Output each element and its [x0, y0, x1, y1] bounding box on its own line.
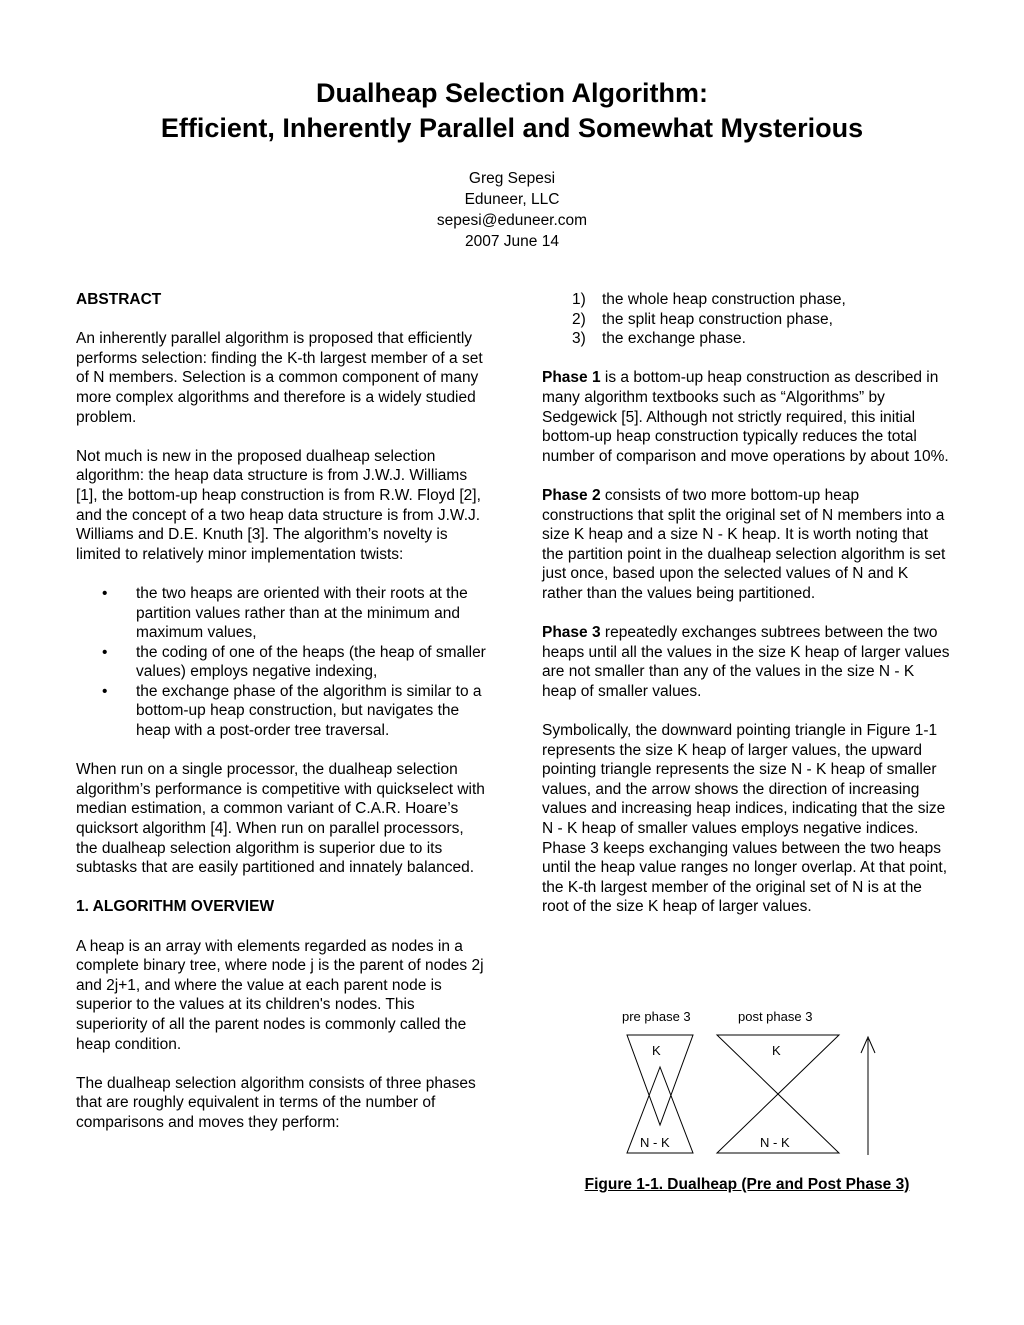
post-nk-label: N - K: [760, 1135, 790, 1150]
overview-paragraph-2: The dualheap selection algorithm consists of three phases that are roughly equivalent in terms of the number of comparisons and moves they perform:: [76, 1074, 476, 1131]
bullet-icon: •: [102, 643, 108, 661]
author-block: [0, 168, 1024, 252]
left-column: [76, 290, 486, 1152]
pre-k-label: K: [652, 1043, 661, 1058]
abstract-heading: ABSTRACT: [76, 291, 162, 308]
phase-list: [542, 290, 952, 349]
figure-caption: Figure 1-1. Dualheap (Pre and Post Phase 3): [584, 1176, 910, 1193]
list-item: 3) the exchange phase.: [572, 330, 746, 348]
bullet-icon: •: [102, 584, 108, 602]
phase-3-paragraph: Phase 3 repeatedly exchanges subtrees between the two heaps until all the values in the size K heap of larger values are not smaller than any of the values in the size N - K heap of smaller values.: [542, 624, 950, 700]
list-item: 2) the split heap construction phase,: [572, 310, 833, 328]
post-k-label: K: [772, 1043, 781, 1058]
dualheap-figure: [560, 1005, 940, 1195]
phase-2-paragraph: Phase 2 consists of two more bottom-up heap constructions that split the original set of N members into a size K heap and a size N - K heap. It is worth noting that the partition point in the dualheap selection algorithm is set just once, based upon the selected values of N and K rather than the values being partitioned.: [542, 486, 946, 602]
list-item: • the two heaps are oriented with their roots at the partition values rather than at the minimum and maximum values,: [102, 584, 468, 642]
title-line-2: Efficient, Inherently Parallel and Somewhat Mysterious: [160, 113, 864, 143]
right-column: [542, 290, 952, 937]
list-item: 1) the whole heap construction phase,: [572, 291, 846, 308]
novelty-list: [76, 584, 486, 741]
overview-paragraph-1: A heap is an array with elements regarded as nodes in a complete binary tree, where node j is the parent of nodes 2j and 2j+1, and where the value at each parent node is superior to the values at its children's nodes. This superiority of all the parent nodes is commonly called the heap condition.: [76, 937, 484, 1053]
author-name: Greg Sepesi: [468, 170, 556, 187]
dualheap-diagram: [560, 1005, 940, 1175]
paper-title: [0, 76, 1024, 146]
list-item: • the coding of one of the heaps (the heap of smaller values) employs negative indexing,: [102, 643, 486, 681]
pre-phase-label: pre phase 3: [622, 1009, 691, 1024]
phase-1-paragraph: Phase 1 is a bottom-up heap construction as described in many algorithm textbooks such as “Algorithms” by Sedgewick [5]. Although not strictly required, this initial bottom-up heap construction typically reduces the total number of comparison and move operations by about 10%.: [542, 369, 949, 465]
author-email[interactable]: sepesi@eduneer.com: [436, 212, 588, 229]
bullet-icon: •: [102, 682, 108, 700]
pre-nk-label: N - K: [640, 1135, 670, 1150]
symbolic-paragraph: Symbolically, the downward pointing triangle in Figure 1-1 represents the size K heap of larger values, the upward pointing triangle represents the size N - K heap of smaller values, and the arrow shows the direction of increasing values and increasing heap indices, indicating that the size N - K heap of smaller values employs negative indices. Phase 3 keeps exchanging values between the two heaps until the heap value ranges no longer overlap. At that point, the K-th largest member of the original set of N is at the root of the size K heap of larger values.: [542, 722, 948, 916]
abstract-paragraph-2: Not much is new in the proposed dualheap selection algorithm: the heap data structure is from J.W.J. Williams [1], the bottom-up heap construction is from R.W. Floyd [2], and the concept of a two heap data structure is from J.W.J. Williams and D.E. Knuth [3]. The algorithm’s novelty is limited to relatively minor implementation twists:: [76, 447, 481, 563]
abstract-paragraph-1: An inherently parallel algorithm is proposed that efficiently performs selection: finding the K-th largest member of a set of N members. Selection is a common component of many more complex algorithms and therefore is a widely studied problem.: [76, 330, 483, 426]
list-item: • the exchange phase of the algorithm is similar to a bottom-up heap construction, but navigates the heap with a post-order tree traversal.: [102, 682, 482, 740]
section-1-heading: 1. ALGORITHM OVERVIEW: [76, 898, 275, 916]
abstract-paragraph-3: When run on a single processor, the dualheap selection algorithm’s performance is competitive with quickselect with median estimation, a common variant of C.A.R. Hoare’s quicksort algorithm [4]. When run on parallel processors, the dualheap selection algorithm is superior due to its subtasks that are easily partitioned and innately balanced.: [76, 761, 485, 877]
post-phase-label: post phase 3: [738, 1009, 813, 1024]
paper-date: 2007 June 14: [465, 233, 559, 250]
title-line-1: Dualheap Selection Algorithm:: [315, 78, 709, 108]
author-company: Eduneer, LLC: [464, 191, 560, 208]
